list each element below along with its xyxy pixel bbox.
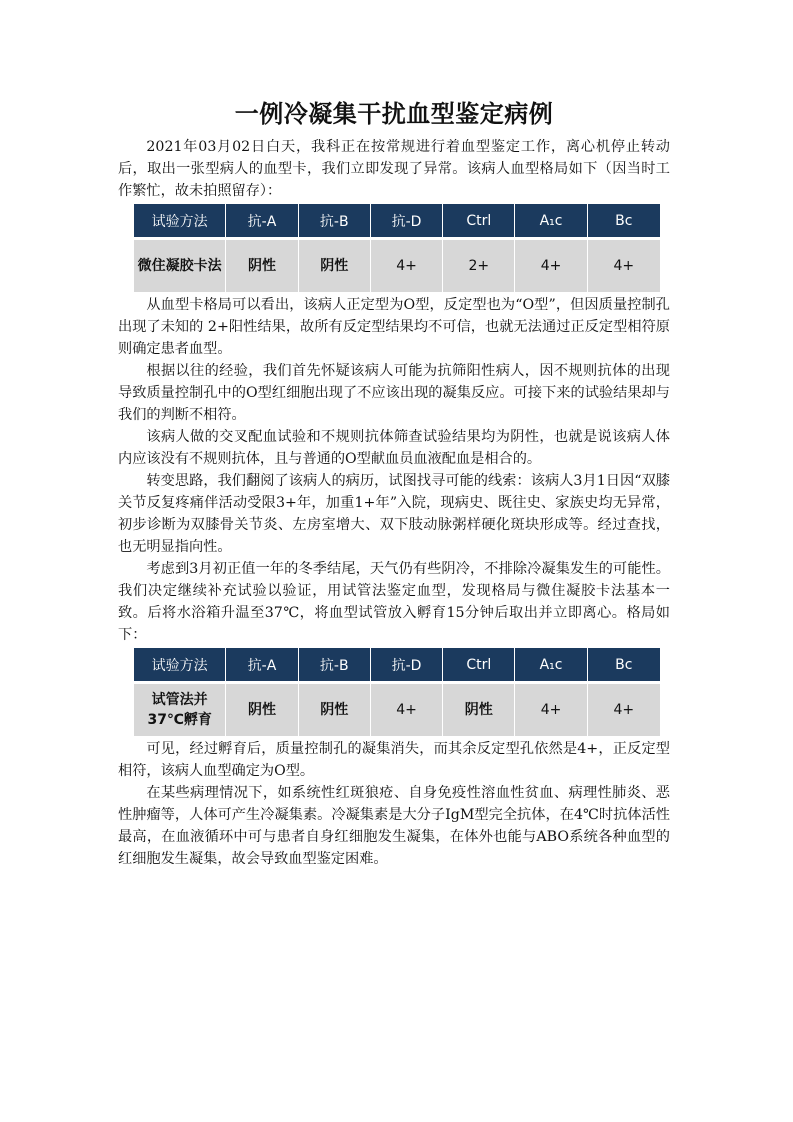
table-header-anti-b: 抗-B (299, 204, 371, 237)
table-row (134, 237, 660, 292)
table-header-method: 试验方法 (134, 204, 226, 237)
paragraph-history: 转变思路，我们翻阅了该病人的病历，试图找寻可能的线索：该病人3月1日因“双膝关节反复疼痛伴活动受限3+年，加重1+年”入院，现病史、既往史、家族史均无异常，初步诊断为双膝骨关节炎、左房室增大、双下肢动脉粥样硬化斑块形成等。经过查找，也无明显指向性。 (118, 473, 670, 555)
table-row (134, 681, 660, 736)
table-header-method: 试验方法 (134, 648, 226, 681)
table-header-a1c: A₁c (515, 204, 587, 237)
table-header-anti-d: 抗-D (371, 204, 443, 237)
table-header-ctrl: Ctrl (443, 648, 515, 681)
table-header-anti-d: 抗-D (371, 648, 443, 681)
table-header-row (134, 204, 660, 237)
paragraph-conclusion: 可见，经过孵育后，质量控制孔的凝集消失，而其余反定型孔依然是4+，正反定型相符，该病人血型确定为O型。 (118, 741, 670, 779)
table-cell-anti-a: 阴性 (226, 681, 298, 736)
paragraph-hypothesis: 根据以往的经验，我们首先怀疑该病人可能为抗筛阳性病人，因不规则抗体的出现导致质量控制孔中的O型红细胞出现了不应该出现的凝集反应。可接下来的试验结果却与我们的判断不相符。 (118, 363, 670, 423)
table-header-bc: Bc (588, 204, 660, 237)
table-header-a1c: A₁c (515, 648, 587, 681)
paragraph-cold-agglutination: 考虑到3月初正值一年的冬季结尾，天气仍有些阴冷，不排除冷凝集发生的可能性。我们决定继续补充试验以验证，用试管法鉴定血型，发现格局与微住凝胶卡法基本一致。后将水浴箱升温至37℃，将血型试管放入孵育15分钟后取出并立即离心。格局如下： (118, 561, 670, 643)
table-header-row (134, 648, 660, 681)
blood-type-table-tube-method (134, 648, 660, 736)
paragraph-intro: 2021年03月02日白天，我科正在按常规进行着血型鉴定工作，离心机停止转动后，取出一张型病人的血型卡，我们立即发现了异常。该病人血型格局如下（因当时工作繁忙，故未拍照留存）： (118, 139, 670, 199)
table-cell-ctrl: 2+ (443, 237, 515, 292)
table-cell-anti-d: 4+ (371, 681, 443, 736)
table-cell-anti-d: 4+ (371, 237, 443, 292)
table-cell-bc: 4+ (588, 681, 660, 736)
table-cell-bc: 4+ (588, 237, 660, 292)
table-header-bc: Bc (588, 648, 660, 681)
paragraph-analysis: 从血型卡格局可以看出，该病人正定型为O型，反定型也为“O型”，但因质量控制孔出现了未知的 2+阳性结果，故所有反定型结果均不可信，也就无法通过正反定型相符原则确定患者血型。 (118, 297, 670, 357)
table-cell-method: 试管法并37℃孵育 (134, 681, 226, 736)
table-cell-anti-b: 阴性 (299, 237, 371, 292)
table-cell-ctrl: 阴性 (443, 681, 515, 736)
paragraph-crossmatch: 该病人做的交叉配血试验和不规则抗体筛查试验结果均为阴性，也就是说该病人体内应该没有不规则抗体，且与普通的O型献血员血液配血是相合的。 (118, 429, 670, 467)
table-header-anti-a: 抗-A (226, 204, 298, 237)
document-title: 一例冷凝集干扰血型鉴定病例 (234, 100, 554, 128)
table-header-anti-a: 抗-A (226, 648, 298, 681)
document-page (118, 96, 670, 870)
table-cell-a1c: 4+ (515, 681, 587, 736)
table-cell-anti-a: 阴性 (226, 237, 298, 292)
table-header-anti-b: 抗-B (299, 648, 371, 681)
table-cell-a1c: 4+ (515, 237, 587, 292)
blood-type-table-gel-card (134, 204, 660, 292)
paragraph-background: 在某些病理情况下，如系统性红斑狼疮、自身免疫性溶血性贫血、病理性肺炎、恶性肿瘤等，人体可产生冷凝集素。冷凝集素是大分子IgM型完全抗体，在4℃时抗体活性最高，在血液循环中可与患者自身红细胞发生凝集，在体外也能与ABO系统各种血型的红细胞发生凝集，故会导致血型鉴定困难。 (118, 785, 670, 867)
table-header-ctrl: Ctrl (443, 204, 515, 237)
table-cell-anti-b: 阴性 (299, 681, 371, 736)
table-cell-method: 微住凝胶卡法 (134, 237, 226, 292)
